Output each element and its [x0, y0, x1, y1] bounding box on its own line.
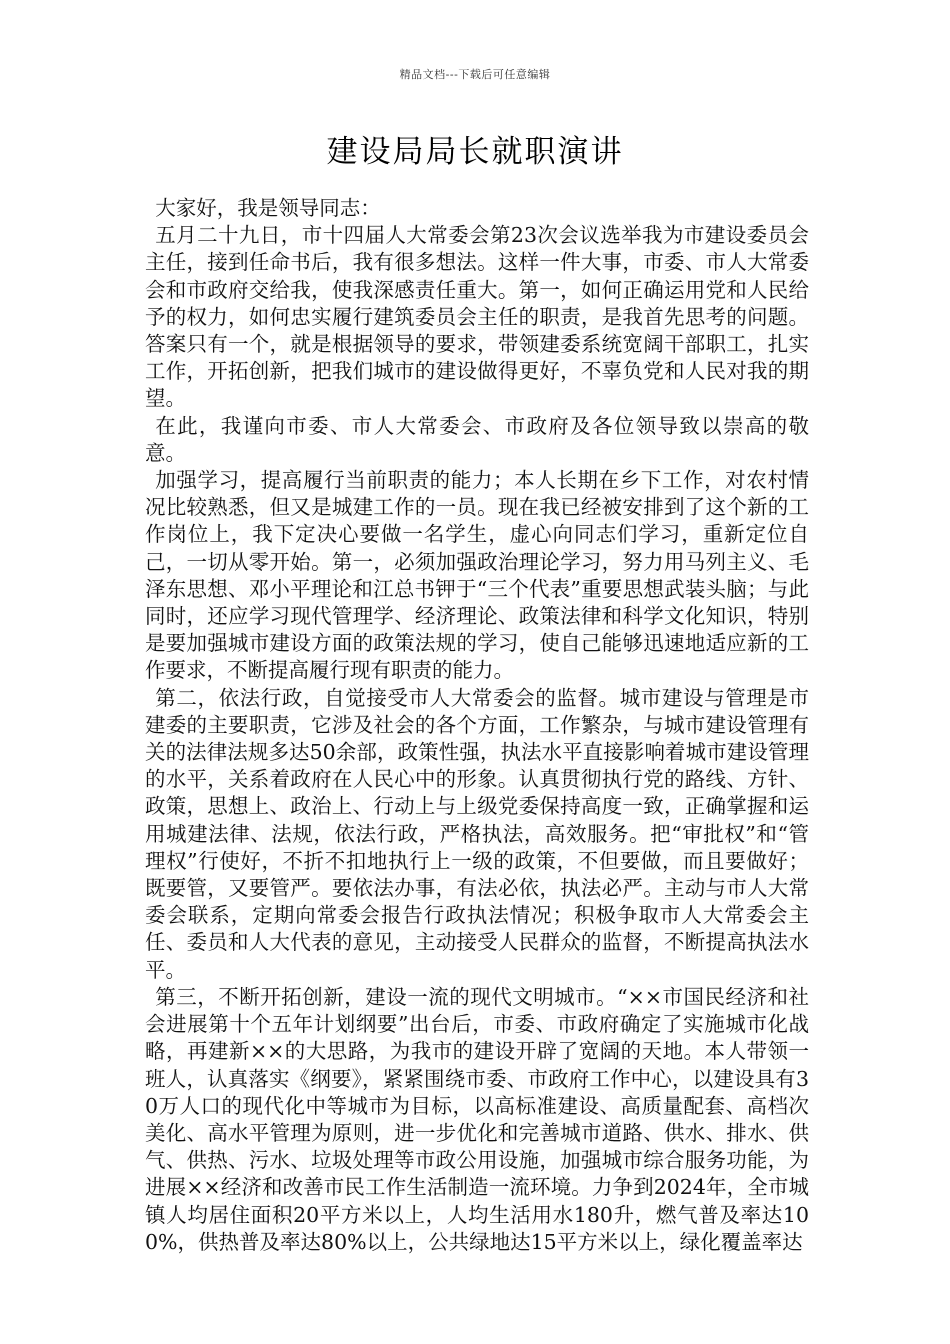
header-note: 精品文档---下载后可任意编辑 [399, 68, 551, 81]
paragraph-respect: 在此，我谨向市委、市人大常委会、市政府及各位领导致以崇高的敬意。 [145, 413, 809, 465]
paragraph-greeting: 大家好，我是领导同志： [155, 196, 381, 220]
paragraph-law-administration: 第二，依法行政，自觉接受市人大常委会的监督。城市建设与管理是市建委的主要职责，它涉及社会的各个方面，工作繁杂，与城市建设管理有关的法律法规多达50余部，政策性强，执法水平直接影响着城市建设管理的水平，关系着政府在人民心中的形象。认真贯彻执行党的路线、方针、政策，思想上、政治上、行动上与上级党委保持高度一致，正确掌握和运用城建法律、法规，依法行政，严格执法，高效服务。把“审批权”和“管理权”行使好，不折不扣地执行上一级的政策，不但要做，而且要做好；既要管，又要管严。要依法办事，有法必依，执法必严。主动与市人大常委会联系，定期向常委会报告行政执法情况；积极争取市人大常委会主任、委员和人大代表的意见，主动接受人民群众的监督，不断提高执法水平。 [145, 685, 809, 982]
paragraph-learning: 加强学习，提高履行当前职责的能力；本人长期在乡下工作，对农村情况比较熟悉，但又是城建工作的一员。现在我已经被安排到了这个新的工作岗位上，我下定决心要做一名学生，虚心向同志们学习，重新定位自己，一切从零开始。第一，必须加强政治理论学习，努力用马列主义、毛泽东思想、邓小平理论和江总书钾于“三个代表”重要思想武装头脑；与此同时，还应学习现代管理学、经济理论、政策法律和科学文化知识，特别是要加强城市建设方面的政策法规的学习，使自己能够迅速地适应新的工作要求，不断提高履行现有职责的能力。 [145, 468, 809, 683]
paragraph-innovation: 第三，不断开拓创新，建设一流的现代文明城市。“××市国民经济和社会进展第十个五年计划纲要”出台后，市委、市政府确定了实施城市化战略，再建新××的大思路，为我市的建设开辟了宽阔的天地。本人带领一班人，认真落实《纲要》，紧紧围绕市委、市政府工作中心，以建设具有30万人口的现代化中等城市为目标，以高标准建设、高质量配套、高档次美化、高水平管理为原则，进一步优化和完善城市道路、供水、排水、供气、供热、污水、垃圾处理等市政公用设施，加强城市综合服务功能，为进展××经济和改善市民工作生活制造一流环境。力争到2024年，全市城镇人均居住面积20平方米以上，人均生活用水180升，燃气普及率达100%，供热普及率达80%以上，公共绿地达15平方米以上，绿化覆盖率达 [145, 984, 809, 1254]
document-body [145, 195, 809, 1256]
paragraph-appointment: 五月二十九日，市十四届人大常委会第23次会议选举我为市建设委员会主任，接到任命书后，我有很多想法。这样一件大事，市委、市人大常委会和市政府交给我，使我深感责任重大。第一，如何正确运用党和人民给予的权力，如何忠实履行建筑委员会主任的职责，是我首先思考的问题。答案只有一个，就是根据领导的要求，带领建委系统宽阔干部职工，扎实工作，开拓创新，把我们城市的建设做得更好，不辜负党和人民对我的期望。 [145, 223, 809, 411]
document-title: 建设局局长就职演讲 [326, 134, 624, 170]
